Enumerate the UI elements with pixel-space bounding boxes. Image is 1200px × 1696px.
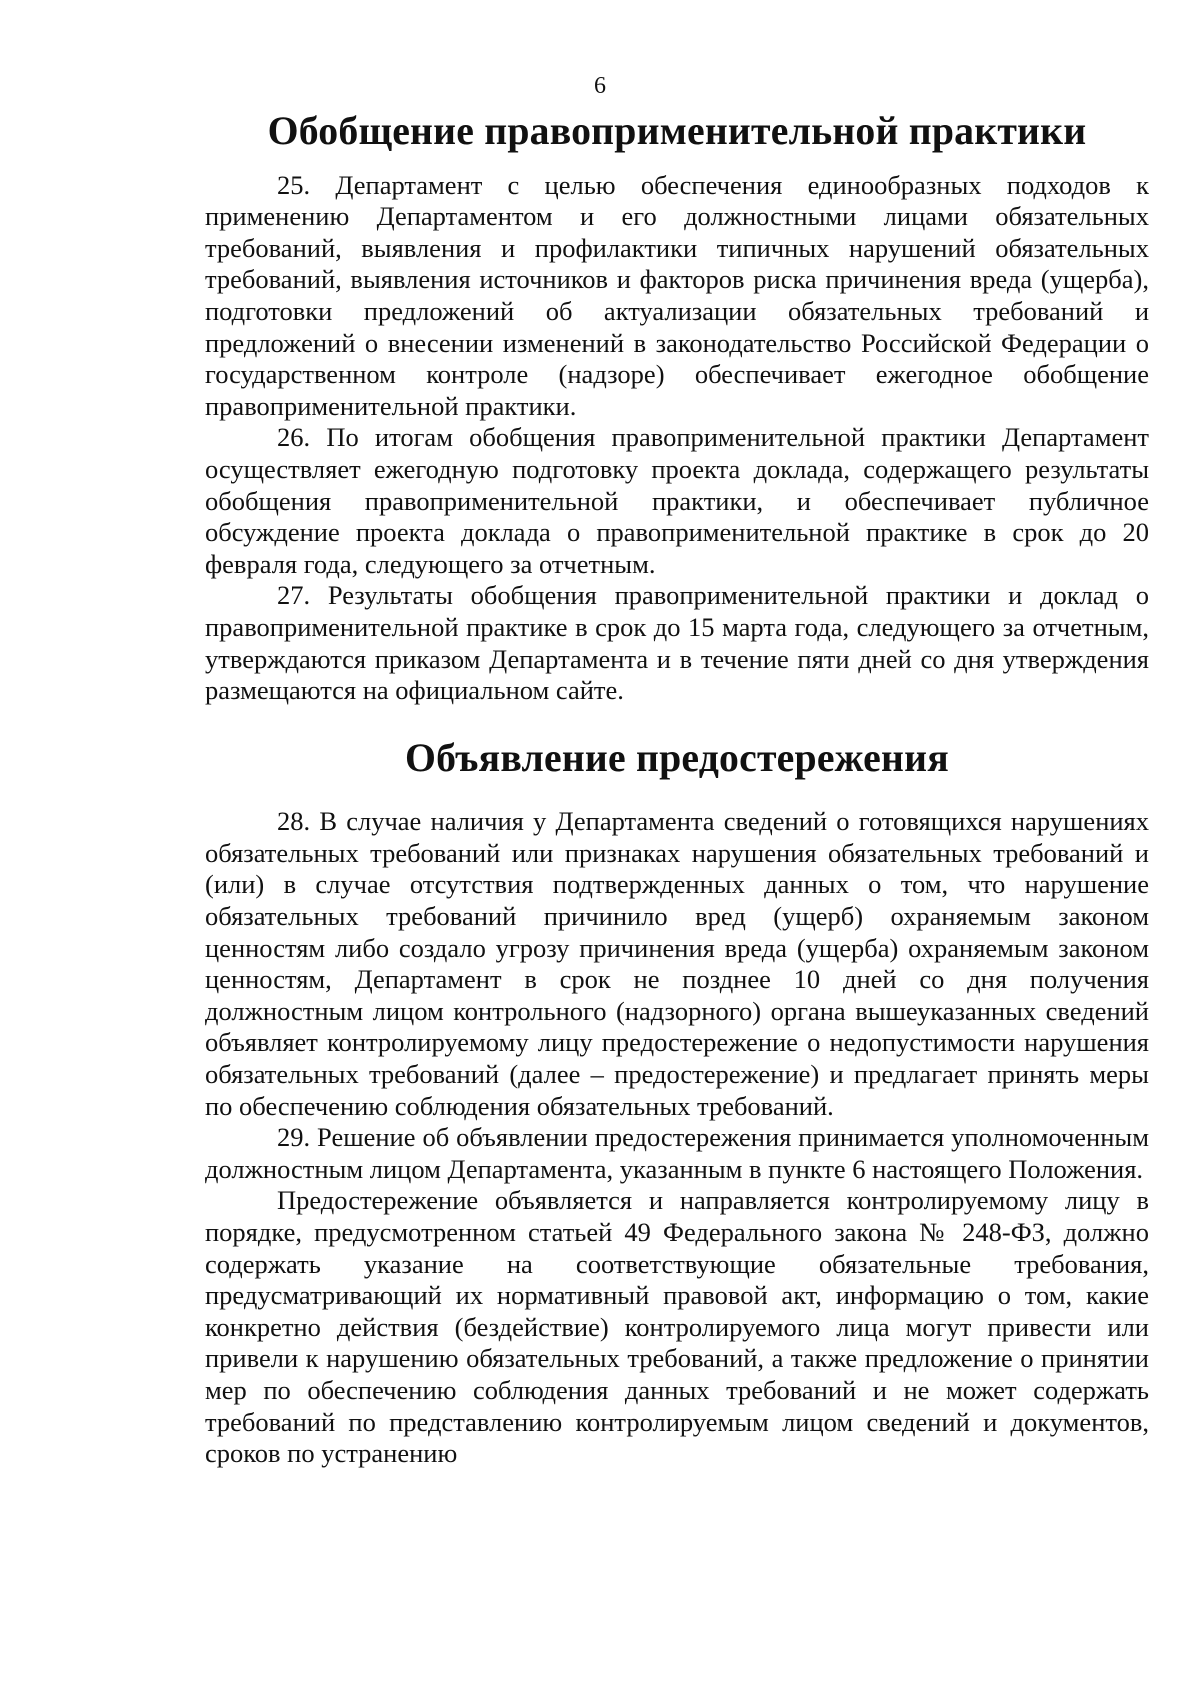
paragraph-29: 29. Решение об объявлении предостережения принимается уполномоченным должностным лицом Департамента, указанным в пункте 6 настоящего Положения. [205, 1122, 1149, 1184]
paragraph-warning-procedure: Предостережение объявляется и направляется контролируемому лицу в порядке, предусмотренном статьей 49 Федерального закона № 248-ФЗ, должно содержать указание на соответствующие обязательные требования, предусматривающий их нормативный правовой акт, информацию о том, какие конкретно действия (бездействие) контролируемого лица могут привести или привели к нарушению обязательных требований, а также предложение о принятии мер по обеспечению соблюдения данных требований и не может содержать требований по представлению контролируемым лицом сведений и документов, сроков по устранению [205, 1185, 1149, 1469]
paragraph-27: 27. Результаты обобщения правоприменительной практики и доклад о правоприменительной практике в срок до 15 марта года, следующего за отчетным, утверждаются приказом Департамента и в течение пяти дней со дня утверждения размещаются на официальном сайте. [205, 580, 1149, 706]
paragraph-25: 25. Департамент с целью обеспечения единообразных подходов к применению Департаментом и его должностными лицами обязательных требований, выявления и профилактики типичных нарушений обязательных требований, выявления источников и факторов риска причинения вреда (ущерба), подготовки предложений об актуализации обязательных требований и предложений о внесении изменений в законодательство Российской Федерации о государственном контроле (надзоре) обеспечивает ежегодное обобщение правоприменительной практики. [205, 169, 1149, 421]
page-number: 6 [594, 73, 606, 99]
section-heading-warning: Объявление предостережения [405, 735, 949, 780]
section-heading-law-practice: Обобщение правоприменительной практики [267, 109, 1087, 153]
paragraph-26: 26. По итогам обобщения правоприменительной практики Департамент осуществляет ежегодную подготовку проекта доклада, содержащего результаты обобщения правоприменительной практики, и обеспечивает публичное обсуждение проекта доклада о правоприменительной практике в срок до 20 февраля года, следующего за отчетным. [205, 422, 1149, 579]
paragraph-28: 28. В случае наличия у Департамента сведений о готовящихся нарушениях обязательных требований или признаках нарушения обязательных требований и (или) в случае отсутствия подтвержденных данных о том, что нарушение обязательных требований причинило вред (ущерб) охраняемым законом ценностям либо создало угрозу причинения вреда (ущерба) охраняемым законом ценностям, Департамент в срок не позднее 10 дней со дня получения должностным лицом контрольного (надзорного) органа вышеуказанных сведений объявляет контролируемому лицу предостережение о недопустимости нарушения обязательных требований (далее – предостережение) и предлагает принять меры по обеспечению соблюдения обязательных требований. [205, 806, 1149, 1121]
document-body [205, 109, 1149, 1470]
